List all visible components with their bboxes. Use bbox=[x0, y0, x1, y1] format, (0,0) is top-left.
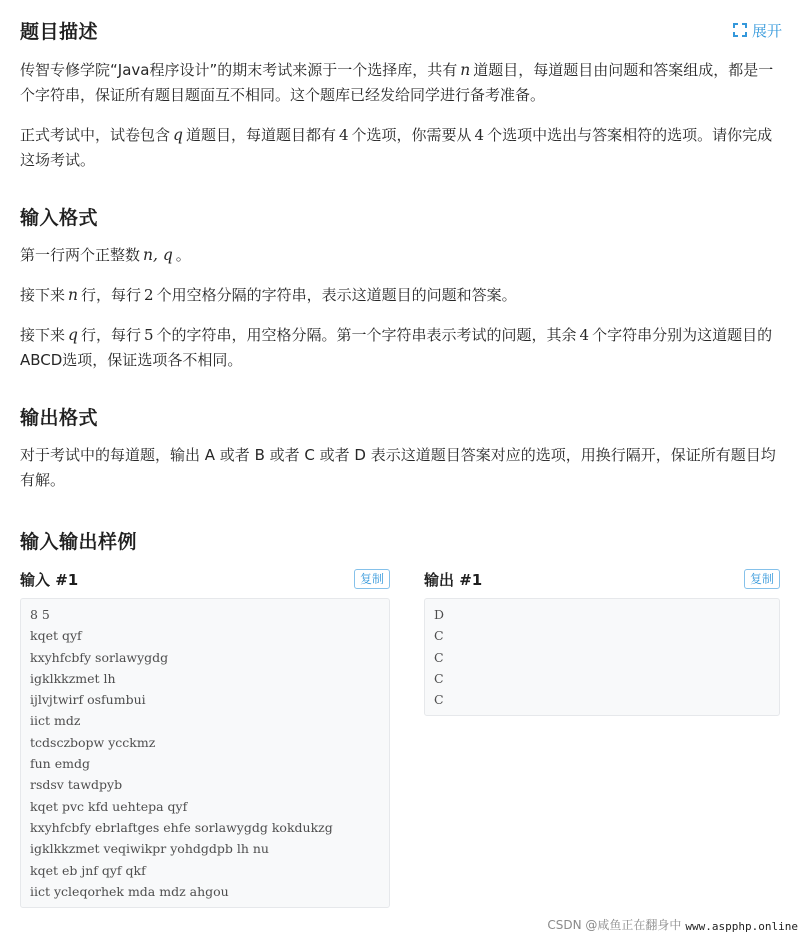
sample-input-header bbox=[20, 568, 390, 590]
description-title: 题目描述 bbox=[20, 20, 99, 43]
output-format-text: 对于考试中的每道题，输出 A 或者 B 或者 C 或者 D 表示这道题目答案对应的选项，用换行隔开，保证所有题目均有解。 bbox=[20, 446, 776, 489]
input-format-line-1: 第一行两个正整数 n, q 。 bbox=[20, 246, 191, 264]
input-format-line-3: 接下来 q 行，每行 5 个的字符串，用空格分隔。第一个字符串表示考试的问题，其余 4 个字符串分别为这道题目的ABCD选项，保证选项各不相同。 bbox=[20, 326, 773, 369]
sample-input-label: 输入 #1 bbox=[20, 570, 79, 589]
sample-input-code[interactable]: 8 5 kqet qyf kxyhfcbfy sorlawygdg igklkkzmet lh ijlvjtwirf osfumbui iict mdz tcdsczbopw ycckmz fun emdg rsdsv tawdpyb kqet pvc kfd uehtepa qyf kxyhfcbfy ebrlaftges ehfe sorlawygdg kokdukzg igklkkzmet veqiwikpr yohdgdpb lh nu kqet eb jnf qyf qkf iict ycleqorhek mda mdz ahgou bbox=[20, 598, 390, 908]
samples-header bbox=[20, 525, 780, 555]
expand-label: 展开 bbox=[751, 21, 782, 40]
description-header bbox=[20, 15, 780, 45]
description-paragraph-2: 正式考试中，试卷包含 q 道题目，每道题目都有 4 个选项，你需要从 4 个选项中选出与答案相符的选项。请你完成这场考试。 bbox=[20, 126, 773, 169]
output-format-header bbox=[20, 401, 780, 431]
copy-output-button[interactable]: 复制 bbox=[744, 569, 780, 589]
input-format-header bbox=[20, 201, 780, 231]
samples-title: 输入输出样例 bbox=[20, 530, 138, 553]
input-format-line-2: 接下来 n 行，每行 2 个用空格分隔的字符串，表示这道题目的问题和答案。 bbox=[20, 286, 517, 304]
sample-output-code[interactable]: D C C C C bbox=[424, 598, 780, 716]
problem-page bbox=[0, 15, 800, 933]
sample-output-panel bbox=[424, 568, 780, 908]
expand-button[interactable] bbox=[733, 20, 782, 41]
watermark-text: CSDN @咸鱼正在翻身中 bbox=[547, 918, 682, 932]
sample-output-header bbox=[424, 568, 780, 590]
description-paragraph-1: 传智专修学院“Java程序设计”的期末考试来源于一个选择库，共有 n 道题目，每道题目由问题和答案组成，都是一个字符串，保证所有题目题面互不相同。这个题库已经发给同学进行备考准备。 bbox=[20, 61, 774, 104]
watermark-site: www.aspphp.online bbox=[685, 920, 798, 933]
sample-output-label: 输出 #1 bbox=[424, 570, 483, 589]
output-format-title: 输出格式 bbox=[20, 406, 99, 429]
input-format-title: 输入格式 bbox=[20, 206, 99, 229]
samples-row bbox=[20, 568, 780, 908]
watermark bbox=[547, 916, 798, 933]
copy-input-button[interactable]: 复制 bbox=[354, 569, 390, 589]
expand-icon bbox=[733, 23, 747, 37]
sample-input-panel bbox=[20, 568, 390, 908]
